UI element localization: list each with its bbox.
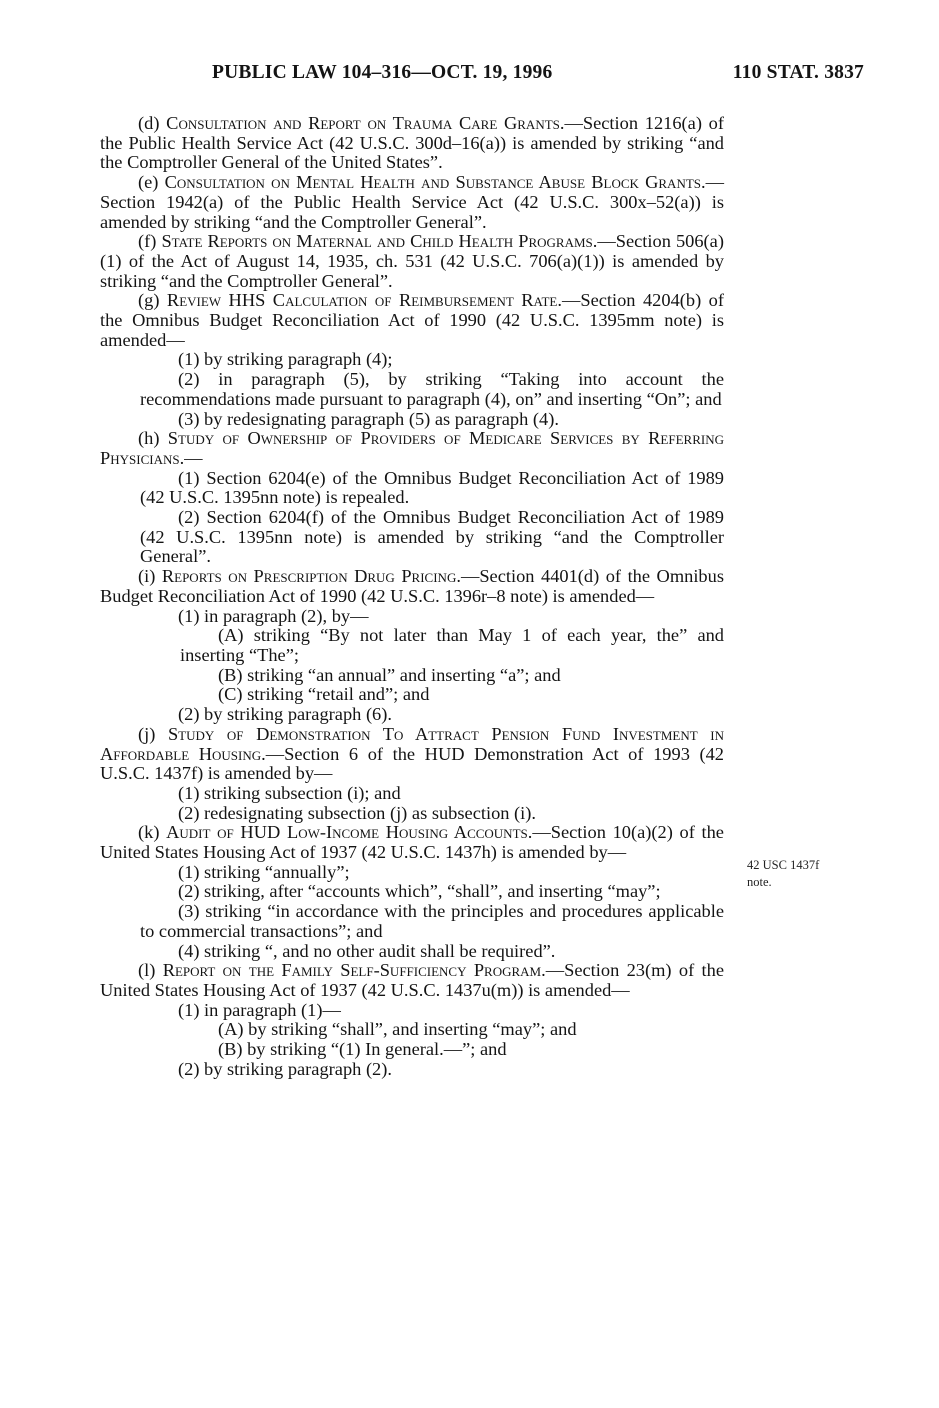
paragraph-caption: Audit of HUD Low-Income Housing Accounts. [166,822,533,843]
paragraph-caption: Consultation and Report on Trauma Care Grants. [166,113,565,133]
paragraph-designator: (l) [138,960,163,981]
paragraph-text: — [184,447,203,468]
statute-paragraph [140,882,724,902]
paragraph-text: (2) striking, after “accounts which”, “shall”, and inserting “may”; [178,881,661,902]
paragraph-text: (2) by striking paragraph (6). [178,704,392,725]
statute-paragraph [180,1020,724,1040]
paragraph-text: (1) striking “annually”; [178,861,350,882]
statute-paragraph [180,1040,724,1060]
paragraph-text: (B) by striking “(1) In general.—”; and [218,1039,507,1060]
paragraph-text: (4) striking “, and no other audit shall be required”. [178,940,556,961]
paragraph-text: (A) by striking “shall”, and inserting “may”; and [218,1019,577,1040]
statute-paragraph [140,350,724,370]
paragraph-designator: (i) [138,566,162,587]
statute-paragraph [100,173,724,232]
paragraph-caption: Study of Demonstration To Attract Pension Fund Investment in Affordable Housing. [100,723,724,764]
statute-paragraph [140,942,724,962]
statute-paragraph [140,705,724,725]
paragraph-designator: (d) [138,113,167,133]
law-title: PUBLIC LAW 104–316—OCT. 19, 1996 [212,62,553,83]
paragraph-text: (1) in paragraph (1)— [178,999,341,1020]
paragraph-text: (3) by redesignating paragraph (5) as paragraph (4). [178,408,559,429]
paragraph-text: —Section 6 of the HUD Demonstration Act of 1993 (42 U.S.C. 1437f) is amended by— [100,743,725,784]
statute-paragraph [140,863,724,883]
statute-paragraph [100,961,724,1000]
paragraph-text: (2) Section 6204(f) of the Omnibus Budget Reconciliation Act of 1989 (42 U.S.C. 1395nn note) is amended by striking “and the Comptroller General”. [140,507,724,567]
paragraph-text: —Section 4401(d) of the Omnibus Budget Reconciliation Act of 1990 (42 U.S.C. 1396r–8 note) is amended— [100,566,724,606]
paragraph-text: —Section 10(a)(2) of the United States Housing Act of 1937 (42 U.S.C. 1437h) is amended by— [100,822,724,863]
statute-paragraph [100,725,724,784]
paragraph-text: (1) by striking paragraph (4); [178,349,393,370]
paragraph-text: (2) by striking paragraph (2). [178,1058,392,1079]
statute-paragraph [140,902,724,941]
paragraph-caption: Reports on Prescription Drug Pricing. [161,566,461,587]
statute-paragraph [140,508,724,567]
statute-paragraph [100,291,724,350]
paragraph-designator: (j) [138,723,168,744]
margin-note-label: note. [747,875,772,889]
statute-paragraph [100,823,724,862]
paragraph-caption: Study of Ownership of Providers of Medicare Services by Referring Physicians. [100,428,724,468]
page-header [212,62,864,88]
paragraph-text: (2) in paragraph (5), by striking “Taking into account the recommendations made pursuant to paragraph (4), on” and inserting “On”; and [140,369,724,409]
paragraph-text: —Section 23(m) of the United States Housing Act of 1937 (42 U.S.C. 1437u(m)) is amended— [100,960,724,1000]
paragraph-text: (1) in paragraph (2), by— [178,605,369,626]
paragraph-text: (C) striking “retail and”; and [218,684,430,705]
statute-paragraph [140,410,724,430]
statute-paragraph [100,232,724,291]
paragraph-designator: (e) [138,172,165,193]
statute-paragraph [100,567,724,606]
statute-paragraph [140,607,724,627]
paragraph-text: (B) striking “an annual” and inserting “a”; and [218,664,561,685]
margin-note-citation: 42 USC 1437f [747,858,820,872]
paragraph-designator: (f) [138,231,162,252]
statute-paragraph [140,1001,724,1021]
stat-page-number: 110 STAT. 3837 [732,62,864,83]
paragraph-designator: (g) [138,290,167,311]
statute-paragraph [140,1060,724,1080]
paragraph-text: —Section 4204(b) of the Omnibus Budget Reconciliation Act of 1990 (42 U.S.C. 1395mm note) is amended— [100,290,725,350]
paragraph-caption: Review HHS Calculation of Reimbursement Rate. [166,290,562,311]
margin-note [747,857,819,891]
paragraph-text: —Section 506(a)(1) of the Act of August 14, 1935, ch. 531 (42 U.S.C. 706(a)(1)) is amended by striking “and the Comptroller General”. [100,231,724,291]
paragraph-text: (A) striking “By not later than May 1 of each year, the” and inserting “The”; [180,625,724,665]
paragraph-text: (1) Section 6204(e) of the Omnibus Budget Reconciliation Act of 1989 (42 U.S.C. 1395nn note) is repealed. [140,467,724,508]
statute-paragraph [100,114,724,173]
statute-paragraph [140,469,724,508]
statute-paragraph [140,804,724,824]
statute-paragraph [140,784,724,804]
paragraph-text: (3) striking “in accordance with the principles and procedures applicable to commercial transactions”; and [140,901,724,941]
statute-paragraph [180,685,724,705]
paragraph-text: (1) striking subsection (i); and [178,782,401,803]
paragraph-caption: Report on the Family Self-Sufficiency Program. [162,960,546,981]
paragraph-caption: State Reports on Maternal and Child Health Programs. [161,231,598,252]
paragraph-text: —Section 1942(a) of the Public Health Service Act (42 U.S.C. 300x–52(a)) is amended by striking “and the Comptroller General”. [100,172,724,232]
statute-paragraph [100,429,724,468]
statute-paragraph [180,666,724,686]
statute-body [100,114,724,1079]
statute-paragraph [140,370,724,409]
paragraph-caption: Consultation on Mental Health and Substance Abuse Block Grants. [164,172,706,193]
paragraph-designator: (k) [138,822,167,843]
paragraph-text: —Section 1216(a) of the Public Health Service Act (42 U.S.C. 300d–16(a)) is amended by striking “and the Comptroller General of the United States”. [100,113,724,173]
paragraph-text: (2) redesignating subsection (j) as subsection (i). [178,802,537,823]
paragraph-designator: (h) [138,428,168,449]
statute-paragraph [180,626,724,665]
